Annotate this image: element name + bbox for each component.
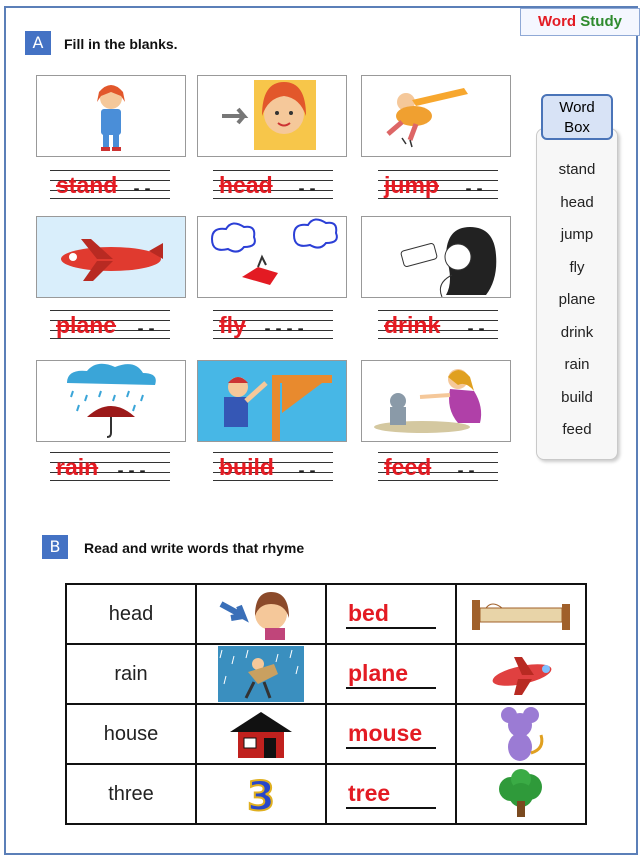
word-box-panel: [536, 128, 618, 460]
rhyme-answer-cell: [326, 764, 456, 824]
answer-line-7: [50, 448, 170, 482]
word-box-item: build: [561, 388, 593, 406]
answer-text: jump: [384, 172, 439, 198]
picture-head: [197, 75, 347, 157]
word-box-title-line2: Box: [564, 119, 590, 136]
rhyme-word-cell: [66, 644, 196, 704]
word-box-item: rain: [564, 356, 590, 373]
picture-jump: [361, 75, 511, 157]
picture-house: [196, 704, 326, 764]
rhyme-answer-cell: [326, 644, 456, 704]
blank-dashes: --: [136, 320, 159, 338]
svg-text:3: 3: [247, 774, 275, 816]
answer-text: head: [219, 172, 273, 198]
word-box-item: fly: [569, 258, 585, 276]
answer-text: rain: [56, 454, 99, 480]
rhyme-word: head: [108, 602, 154, 625]
blank-dashes: --: [297, 180, 320, 198]
blank-dashes: --: [132, 180, 155, 198]
answer-line-2: [213, 166, 333, 200]
word-box-title-line1: Word: [559, 99, 595, 116]
rhyme-answer-cell: [326, 704, 456, 764]
word-box-item: head: [560, 193, 594, 211]
answer-text: plane: [56, 312, 117, 338]
picture-rain-small: [196, 644, 326, 704]
blank-dashes: --: [464, 180, 487, 198]
answer-text: stand: [56, 172, 118, 198]
rhyme-word: rain: [114, 662, 148, 685]
badge-word: Word: [538, 13, 577, 30]
table-row: [66, 584, 586, 644]
word-box-list: [537, 161, 617, 454]
badge-study: Study: [580, 13, 622, 30]
blank-dashes: --: [297, 462, 320, 480]
answer-line-9: [378, 448, 498, 482]
answer-text: drink: [384, 312, 441, 338]
word-box-item: jump: [560, 226, 594, 243]
rhyme-answer: tree: [346, 780, 436, 809]
picture-rain: [36, 360, 186, 442]
rhyme-word-cell: [66, 704, 196, 764]
picture-build: [197, 360, 347, 442]
section-b-title: Read and write words that rhyme: [84, 540, 305, 556]
word-box-item: feed: [562, 421, 592, 438]
section-a-title: Fill in the blanks.: [64, 36, 178, 52]
answer-line-8: [213, 448, 333, 482]
rhyme-answer: mouse: [346, 720, 436, 749]
blank-dashes: ----: [263, 320, 308, 338]
table-row: [66, 704, 586, 764]
rhyme-answer-cell: [326, 584, 456, 644]
word-box-item: plane: [558, 291, 596, 308]
picture-plane-small: [456, 644, 586, 704]
section-b-label: B: [42, 535, 68, 559]
word-box-item: stand: [558, 161, 596, 178]
blank-dashes: ---: [116, 462, 150, 480]
answer-line-3: [378, 166, 498, 200]
picture-head-small: [196, 584, 326, 644]
picture-plane: [36, 216, 186, 298]
answer-text: fly: [219, 312, 246, 338]
rhyme-answer: bed: [346, 600, 436, 629]
picture-number-three: [196, 764, 326, 824]
picture-tree: [456, 764, 586, 824]
picture-fly: [197, 216, 347, 298]
word-study-badge: [520, 8, 640, 36]
rhyme-word: three: [108, 782, 154, 805]
blank-dashes: --: [466, 320, 489, 338]
rhyme-word: house: [103, 722, 159, 745]
blank-dashes: --: [456, 462, 479, 480]
answer-line-1: [50, 166, 170, 200]
rhyme-word-cell: [66, 584, 196, 644]
answer-text: build: [219, 454, 274, 480]
picture-mouse: [456, 704, 586, 764]
answer-line-5: [213, 306, 333, 340]
section-a-label: A: [25, 31, 51, 55]
answer-line-4: [50, 306, 170, 340]
picture-bed: [456, 584, 586, 644]
rhyme-table: [65, 583, 587, 825]
answer-line-6: [378, 306, 498, 340]
table-row: [66, 764, 586, 824]
picture-feed: [361, 360, 511, 442]
word-box-title: [541, 94, 613, 140]
picture-girl-standing: [36, 75, 186, 157]
answer-text: feed: [384, 454, 432, 480]
rhyme-word-cell: [66, 764, 196, 824]
table-row: [66, 644, 586, 704]
rhyme-answer: plane: [346, 660, 436, 689]
word-box-item: drink: [560, 323, 594, 341]
picture-drink: [361, 216, 511, 298]
